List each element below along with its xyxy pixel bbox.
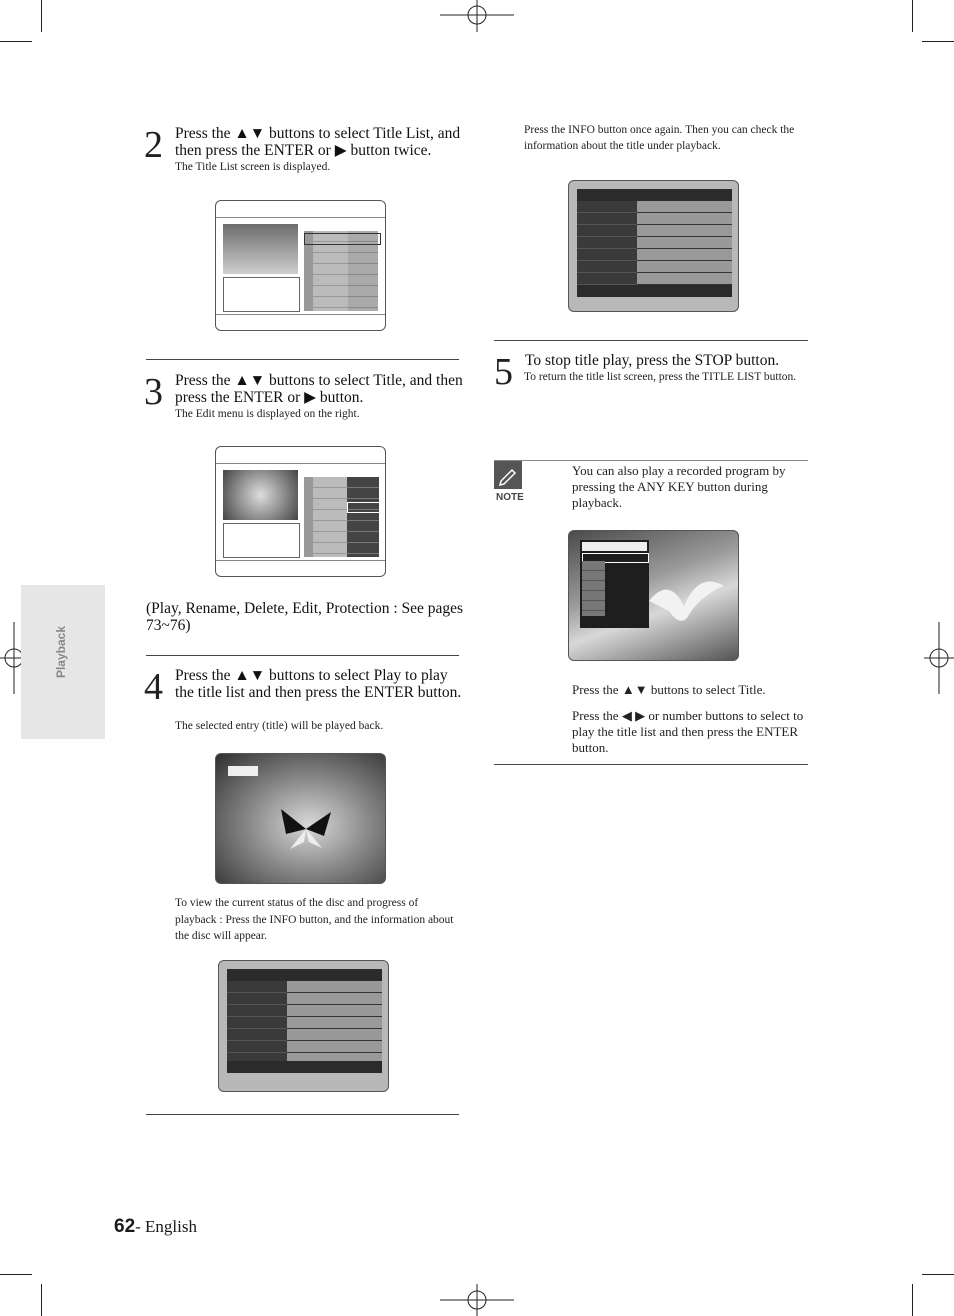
- thumbnail-info-box: [223, 277, 300, 312]
- page-number: 62: [114, 1216, 136, 1237]
- thumbnail-birds: [223, 224, 298, 274]
- info-header-bar: [577, 189, 732, 201]
- page-language: - English: [135, 1217, 197, 1236]
- butterfly-image: [276, 804, 336, 854]
- page-footer: [114, 1216, 197, 1238]
- title-list-screen: [215, 200, 386, 331]
- thumbnail-butterfly: [223, 470, 298, 520]
- info-value-column: [287, 981, 382, 1061]
- step-2-subtext: The Title List screen is displayed.: [175, 161, 331, 173]
- selected-row-highlight: [304, 233, 381, 245]
- any-key-icon-column: [582, 561, 605, 616]
- crop-mark: [41, 0, 42, 32]
- screen-header-bar: [216, 447, 385, 464]
- screen-bottom-bar: [216, 314, 385, 331]
- step-5-subtext: To return the title list screen, press the TITLE LIST button.: [524, 371, 797, 383]
- select-play-text: Press the ◀ ▶ or number buttons to select to play the title list and then press the ENTER button.: [572, 708, 804, 755]
- step-5-number: 5: [494, 351, 513, 393]
- note-text: You can also play a recorded program by pressing the ANY KEY button during playback.: [572, 463, 786, 510]
- step-4-number: 4: [144, 666, 163, 708]
- info-footer-bar: [227, 1061, 382, 1073]
- info-again-text: Press the INFO button once again. Then you can check the information about the title under playback.: [524, 124, 795, 152]
- info-label-column: [227, 981, 287, 1061]
- edit-menu-screen: [215, 446, 386, 577]
- registration-mark: [440, 0, 514, 32]
- divider: [146, 1114, 459, 1115]
- crop-mark: [912, 1284, 913, 1316]
- seagull-image: [639, 556, 729, 636]
- crop-mark: [922, 41, 954, 42]
- select-title-text: Press the ▲▼ buttons to select Title.: [572, 682, 766, 697]
- title-list-rows: [313, 477, 348, 557]
- playback-butterfly-screen: [215, 753, 386, 884]
- side-tab-label: Playback: [54, 625, 68, 679]
- edit-submenu: [347, 477, 379, 557]
- divider: [146, 655, 459, 656]
- disc-info-screen: [218, 960, 389, 1092]
- screen-header-bar: [216, 201, 385, 218]
- crop-mark: [922, 1274, 954, 1275]
- edit-submenu-selected: [347, 502, 380, 513]
- note-label: NOTE: [496, 492, 524, 503]
- step-3-subtext: The Edit menu is displayed on the right.: [175, 408, 360, 420]
- play-indicator: [228, 766, 258, 776]
- step-2-number: 2: [144, 124, 163, 166]
- info-label-column: [577, 201, 637, 285]
- divider: [494, 340, 808, 341]
- disc-info-text: To view the current status of the disc and progress of playback : Press the INFO button, and the information about the disc will appear.: [175, 897, 454, 942]
- crop-mark: [0, 41, 32, 42]
- note-top-rule: [494, 460, 808, 461]
- info-header-bar: [227, 969, 382, 981]
- step-3-number: 3: [144, 371, 163, 413]
- title-list-column: [304, 477, 313, 557]
- crop-mark: [912, 0, 913, 32]
- thumbnail-info-box: [223, 523, 300, 558]
- info-value-column: [637, 201, 732, 285]
- see-pages-note: (Play, Rename, Delete, Edit, Protection : See pages 73~76): [146, 600, 464, 634]
- step-2-heading: Press the ▲▼ buttons to select Title List, and then press the ENTER or ▶ button twice.: [175, 125, 461, 159]
- step-3-heading: Press the ▲▼ buttons to select Title, and then press the ENTER or ▶ button.: [175, 372, 463, 406]
- crop-mark: [0, 1274, 32, 1275]
- step-4-heading: Press the ▲▼ buttons to select Play to play the title list and then press the ENTER button.: [175, 667, 462, 701]
- crop-mark: [41, 1284, 42, 1316]
- note-icon: [494, 461, 522, 489]
- registration-mark: [440, 1284, 514, 1316]
- divider: [146, 359, 459, 360]
- divider: [494, 764, 808, 765]
- title-info-screen: [568, 180, 739, 312]
- registration-mark: [924, 622, 954, 694]
- info-footer-bar: [577, 285, 732, 297]
- pencil-icon: [494, 461, 522, 489]
- side-section-tab: [21, 585, 105, 739]
- screen-bottom-bar: [216, 560, 385, 577]
- step-4-subtext: The selected entry (title) will be played back.: [175, 720, 384, 732]
- any-key-menu-screen: [568, 530, 739, 661]
- any-key-menu-title: [582, 542, 647, 551]
- step-5-heading: To stop title play, press the STOP button.: [525, 352, 780, 369]
